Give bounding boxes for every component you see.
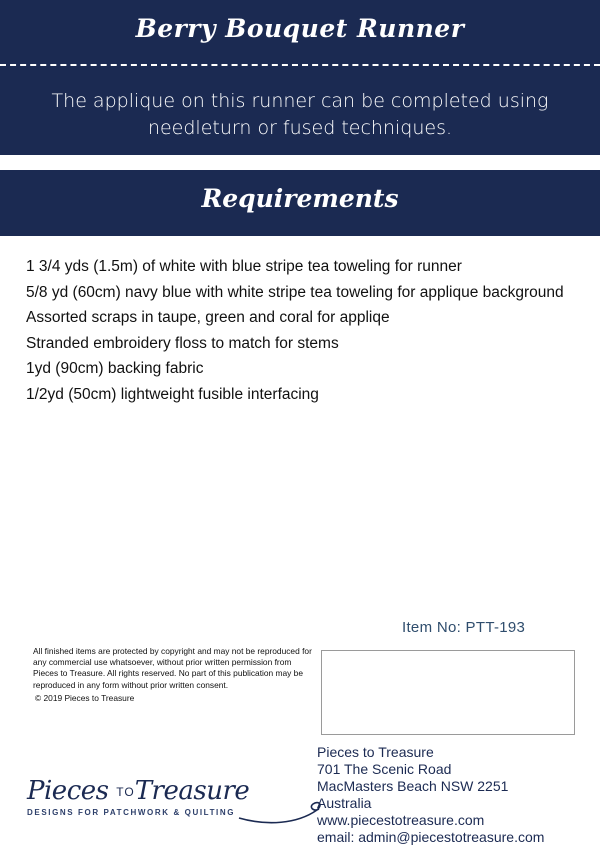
stitch-divider <box>0 64 600 66</box>
copyright-notice <box>33 646 318 704</box>
item-number: Item No: PTT-193 <box>402 619 526 636</box>
copyright-year: © 2019 Pieces to Treasure <box>35 692 135 703</box>
header-band <box>0 0 600 155</box>
brand-logo <box>27 776 297 817</box>
contact-street: 701 The Scenic Road <box>317 761 452 777</box>
list-item: 5/8 yd (60cm) navy blue with white stripe tea toweling for applique background <box>26 283 564 301</box>
copyright-text: All finished items are protected by copyright and may not be reproduced for any commercial use whatsoever, without prior written permission from Pieces to Treasure. All rights reserved. No part of this publication may be reproduced in any form without prior written consent. <box>33 646 312 690</box>
requirements-heading: Requirements <box>201 184 399 213</box>
contact-city: MacMasters Beach NSW 2251 <box>317 778 509 794</box>
label-box <box>321 650 575 735</box>
list-item: 1 3/4 yds (1.5m) of white with blue stripe tea toweling for runner <box>26 258 462 275</box>
contact-email[interactable]: email: admin@piecestotreasure.com <box>317 829 545 845</box>
logo-swash-icon <box>237 796 327 826</box>
logo-word-to: TO <box>116 785 135 799</box>
pattern-title: Berry Bouquet Runner <box>135 14 465 43</box>
list-item: 1yd (90cm) backing fabric <box>26 360 204 377</box>
contact-block <box>317 744 544 846</box>
contact-country: Australia <box>317 795 372 811</box>
intro-text: The applique on this runner can be completed using needleturn or fused techniques. <box>51 90 549 139</box>
list-item: 1/2yd (50cm) lightweight fusible interfacing <box>26 385 319 403</box>
logo-word-treasure: Treasure <box>134 776 250 806</box>
requirements-list <box>26 254 564 407</box>
contact-website[interactable]: www.piecestotreasure.com <box>317 812 485 828</box>
list-item: Assorted scraps in taupe, green and coral for appliqe <box>26 309 390 326</box>
contact-name: Pieces to Treasure <box>317 744 434 760</box>
logo-word-pieces: Pieces <box>27 776 109 806</box>
logo-tagline: DESIGNS FOR PATCHWORK & QUILTING <box>27 808 236 817</box>
requirements-band <box>0 170 600 236</box>
list-item: Stranded embroidery floss to match for stems <box>26 334 339 352</box>
